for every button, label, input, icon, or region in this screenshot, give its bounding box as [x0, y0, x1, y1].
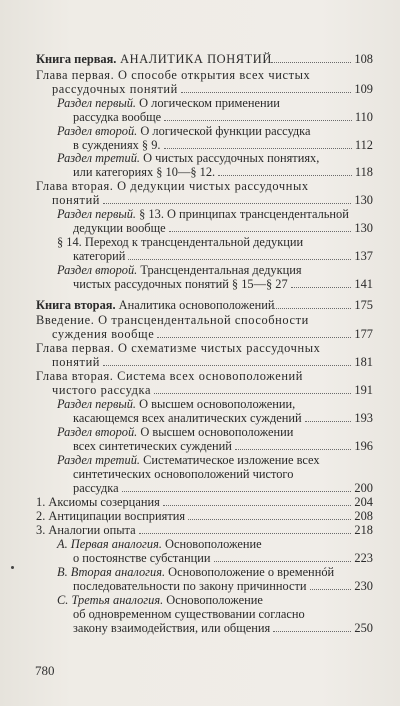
toc-entry-line: [36, 52, 272, 66]
print-speck: [11, 566, 14, 569]
toc-entry-label: Раздел второй.: [57, 124, 138, 138]
toc-entry-text: понятий: [52, 355, 101, 370]
toc-entry-line: [73, 411, 302, 425]
toc-page-number: 110: [354, 110, 373, 125]
toc-leader-dots: [157, 337, 351, 338]
page-number: 780: [35, 663, 55, 678]
toc-page-number: 137: [354, 249, 373, 264]
toc-leader-dots: [271, 62, 351, 63]
toc-page-number: 196: [354, 439, 373, 454]
toc-leader-dots: [235, 449, 352, 450]
toc-entry-text: 2. Антиципации восприятия: [36, 509, 186, 523]
toc-entry-line: [52, 383, 151, 397]
toc-entry-line: [73, 249, 125, 263]
toc-entry-line: [73, 277, 288, 291]
toc-entry-line: [73, 481, 119, 495]
toc-page-number: 230: [354, 579, 373, 594]
toc-entry-line: [57, 207, 349, 221]
toc-entry-line: [57, 124, 311, 138]
toc-entry-text: Систематическое изложение всех: [140, 453, 320, 467]
toc-leader-dots: [169, 231, 352, 232]
toc-page-number: 118: [354, 165, 373, 180]
toc-leader-dots: [122, 491, 352, 492]
toc-entry-line: [73, 579, 307, 593]
toc-entry-line: [73, 165, 215, 179]
toc-leader-dots: [214, 561, 352, 562]
toc-entry-text: об одновременном существовании согласно: [73, 607, 305, 622]
toc-entry-line: [36, 495, 160, 509]
toc-entry-text: категорий: [73, 249, 126, 264]
toc-leader-dots: [139, 533, 352, 534]
toc-entry-text: Основоположение: [161, 537, 262, 551]
toc-entry-label: Раздел третий.: [57, 453, 140, 467]
toc-entry-line: [36, 341, 320, 355]
toc-entry-text: о постоянстве субстанции: [73, 551, 211, 566]
toc-entry-label: Раздел первый.: [57, 96, 137, 110]
toc-leader-dots: [103, 365, 351, 366]
toc-entry-text: Глава первая. О способе открытия всех чистых: [36, 68, 311, 82]
toc-entry-text: последовательности по закону причинности: [73, 579, 307, 594]
toc-entry-text: синтетических основоположений чистого: [73, 467, 294, 482]
toc-leader-dots: [218, 175, 352, 176]
toc-page-number: 109: [354, 82, 373, 97]
toc-entry-label: Раздел первый.: [57, 397, 137, 411]
toc-page-number: 193: [354, 411, 373, 426]
toc-entry-line: [36, 298, 274, 312]
toc-entry-line: [57, 397, 295, 411]
toc-page-number: 191: [354, 383, 373, 398]
toc-entry-text: суждения вообще: [52, 327, 155, 342]
toc-entry-text: Глава вторая. О дедукции чистых рассудочных: [36, 179, 309, 193]
toc-leader-dots: [188, 519, 351, 520]
toc-leader-dots: [181, 92, 352, 93]
toc-entry-line: [36, 313, 309, 327]
toc-entry-label: В. Вторая аналогия.: [57, 565, 166, 579]
toc-entry-text: закону взаимодействия, или общения: [73, 621, 271, 636]
toc-entry-label: Раздел первый.: [57, 207, 137, 221]
toc-entry-line: [73, 110, 161, 124]
toc-entry-text: 3. Аналогии опыта: [36, 523, 136, 537]
toc-leader-dots: [291, 287, 352, 288]
toc-page-number: 130: [354, 193, 373, 208]
toc-entry-text: всех синтетических суждений: [73, 439, 232, 454]
toc-entry-line: [57, 453, 320, 467]
toc-page-number: 181: [354, 355, 373, 370]
toc-entry-text: Глава вторая. Система всех основоположений: [36, 369, 304, 383]
toc-entry-label: Книга вторая.: [36, 298, 116, 312]
toc-entry-line: [36, 68, 310, 82]
toc-entry-line: [57, 235, 303, 249]
toc-page-number: 112: [354, 138, 373, 153]
toc-entry-text: § 14. Переход к трансцендентальной дедукции: [57, 235, 304, 249]
toc-entry-line: [57, 263, 302, 277]
toc-entry-text: чистого рассудка: [52, 383, 152, 398]
toc-leader-dots: [103, 203, 351, 204]
toc-entry-text: или категориях § 10—§ 12.: [73, 165, 216, 180]
toc-entry-line: [36, 369, 303, 383]
toc-entry-text: рассудка: [73, 481, 119, 496]
toc-page-number: 250: [354, 621, 373, 636]
toc-leader-dots: [273, 631, 351, 632]
toc-entry-line: [73, 621, 270, 635]
toc-entry-line: [73, 467, 293, 481]
toc-entry-text: О высшем основоположении,: [136, 397, 296, 411]
toc-entry-text: Основоположение о временнóй: [165, 565, 335, 579]
toc-entry-line: [57, 96, 280, 110]
toc-leader-dots: [128, 259, 351, 260]
toc-entry-line: [57, 537, 262, 551]
toc-page-number: 223: [354, 551, 373, 566]
toc-entry-text: Введение. О трансцендентальной способности: [36, 313, 309, 327]
toc-entry-text: Трансцендентальная дедукция: [137, 263, 302, 277]
toc-entry-text: понятий: [52, 193, 101, 208]
toc-leader-dots: [305, 421, 352, 422]
toc-leader-dots: [164, 148, 352, 149]
toc-entry-line: [57, 593, 263, 607]
toc-entry-line: [52, 193, 100, 207]
toc-entry-text: АНАЛИТИКА ПОНЯТИЙ: [116, 52, 272, 66]
toc-entry-text: дедукции вообще: [73, 221, 166, 236]
toc-entry-line: [73, 551, 211, 565]
toc-leader-dots: [310, 589, 352, 590]
toc-entry-line: [73, 439, 232, 453]
toc-entry-text: О логическом применении: [136, 96, 280, 110]
toc-entry-line: [52, 327, 154, 341]
toc-page-number: 218: [354, 523, 373, 537]
toc-page-number: 204: [354, 495, 373, 509]
toc-page-number: 175: [354, 298, 373, 312]
toc-entry-text: чистых рассудочных понятий § 15—§ 27: [73, 277, 288, 292]
toc-entry-line: [73, 221, 166, 235]
toc-entry-text: О логической функции рассудка: [137, 124, 311, 138]
toc-leader-dots: [154, 393, 351, 394]
toc-leader-dots: [163, 505, 352, 506]
toc-entry-label: Раздел второй.: [57, 425, 138, 439]
toc-entry-line: [57, 151, 319, 165]
toc-entry-text: 1. Аксиомы созерцания: [36, 495, 160, 509]
toc-entry-text: рассудочных понятий: [52, 82, 178, 97]
toc-page-number: 177: [354, 327, 373, 342]
toc-entry-line: [57, 425, 293, 439]
toc-page-number: 108: [354, 52, 373, 66]
toc-entry-text: Глава первая. О схематизме чистых рассудочных: [36, 341, 321, 355]
toc-entry-line: [36, 523, 136, 537]
toc-entry-text: Основоположение: [163, 593, 263, 607]
toc-leader-dots: [274, 308, 351, 309]
toc-entry-text: О чистых рассудочных понятиях,: [140, 151, 320, 165]
toc-entry-line: [57, 565, 334, 579]
toc-page-number: 208: [354, 509, 373, 523]
toc-entry-label: С. Третья аналогия.: [57, 593, 164, 607]
toc-entry-line: [36, 179, 309, 193]
toc-entry-text: в суждениях § 9.: [73, 138, 161, 153]
toc-entry-text: § 13. О принципах трансцендентальной: [136, 207, 349, 221]
toc-page-number: 200: [354, 481, 373, 496]
toc-entry-text: О высшем основоположении: [137, 425, 294, 439]
toc-page-number: 130: [354, 221, 373, 236]
toc-entry-line: [52, 355, 100, 369]
toc-entry-line: [73, 607, 305, 621]
toc-entry-text: рассудка вообще: [73, 110, 162, 125]
toc-leader-dots: [164, 120, 352, 121]
toc-entry-line: [36, 509, 185, 523]
toc-entry-text: Аналитика основоположений: [115, 298, 275, 312]
toc-entry-label: Книга первая.: [36, 52, 117, 66]
toc-entry-text: касающемся всех аналитических суждений: [73, 411, 302, 426]
toc-page-number: 141: [354, 277, 373, 292]
toc-entry-line: [52, 82, 178, 96]
toc-entry-label: Раздел второй.: [57, 263, 138, 277]
toc-entry-label: А. Первая аналогия.: [57, 537, 162, 551]
toc-entry-label: Раздел третий.: [57, 151, 140, 165]
